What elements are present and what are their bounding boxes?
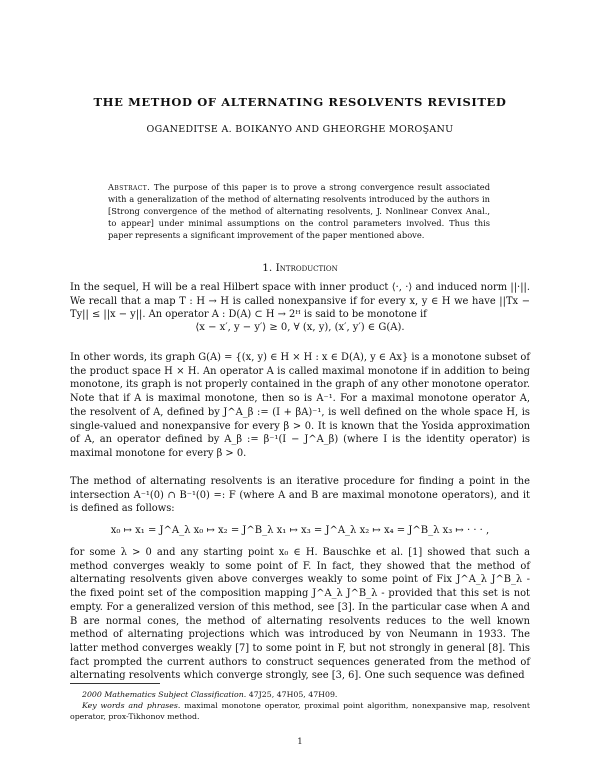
paper-title: THE METHOD OF ALTERNATING RESOLVENTS REVISITED [93, 95, 507, 109]
equation-1: ⟨x − x′, y − y′⟩ ≥ 0, ∀ (x, y), (x′, y′) ∈ G(A). [195, 322, 405, 333]
abstract-text: The purpose of this paper is to prove a strong convergence result associated with a generalization of the method of alternating resolvents introduced by the authors in [Strong convergence of the method of alternating resolvents, J. Nonlinear Convex Anal., to appear] under minimal assumptions on the control parameters involved. Thus this paper represents a significant improvement of the paper mentioned above. [108, 182, 491, 240]
footnote-rule [70, 683, 160, 684]
footnote-keywords-label: Key words and phrases. [82, 701, 181, 710]
paper-authors: OGANEDITSE A. BOIKANYO AND GHEORGHE MOROŞANU [146, 124, 454, 135]
abstract-label: Abstract. [108, 182, 151, 192]
footnotes [70, 689, 530, 722]
footnote-msc-text: 47J25, 47H05, 47H09. [248, 690, 338, 699]
paragraph-4: for some λ > 0 and any starting point x₀ ∈ H. Bauschke et al. [1] showed that such a method converges weakly to some point of F. In fact, they showed that the method of alternating resolvents given above converges weakly to some point of Fix J^A_λ J^B_λ - the fixed point set of the composition mapping J^A_λ J^B_λ - provided that this set is not empty. For a generalized version of this method, see [3]. In the particular case when A and B are normal cones, the method of alternating resolvents reduces to the well known method of alternating projections which was introduced by von Neumann in 1933. The latter method converges weakly [7] to some point in F, but not strongly in general [8]. This fact prompted the current authors to construct sequences generated from the method of alternating resolvents which converge strongly, see [3, 6]. One such sequence was defined [70, 547, 530, 682]
section-title: Introduction [275, 262, 338, 274]
page-number: 1 [297, 737, 303, 747]
section-number: 1. [262, 262, 273, 274]
footnote-keywords-text: maximal monotone operator, proximal point algorithm, nonexpansive map, resolvent operator, prox-Tikhonov method. [70, 701, 530, 721]
paragraph-3: The method of alternating resolvents is an iterative procedure for finding a point in the intersection A⁻¹(0) ∩ B⁻¹(0) =: F (where A and B are maximal monotone operators), and it is defined as follows: [70, 476, 530, 515]
footnote-keywords [70, 700, 530, 722]
equation-2: x₀ ↦ x₁ = J^A_λ x₀ ↦ x₂ = J^B_λ x₁ ↦ x₃ = J^A_λ x₂ ↦ x₄ = J^B_λ x₃ ↦ · · · , [110, 525, 490, 536]
footnote-msc [70, 689, 530, 700]
paragraph-2: In other words, its graph G(A) = {(x, y) ∈ H × H : x ∈ D(A), y ∈ Ax} is a monotone subset of the product space H × H. An operator A is called maximal monotone if in addition to being monotone, its graph is not properly contained in the graph of any other monotone operator. Note that if A is maximal monotone, then so is A⁻¹. For a maximal monotone operator A, the resolvent of A, defined by J^A_β := (I + βA)⁻¹, is well defined on the whole space H, is single-valued and nonexpansive for every β > 0. It is known that the Yosida approximation of A, an operator defined by A_β := β⁻¹(I − J^A_β) (where I is the identity operator) is maximal monotone for every β > 0. [70, 352, 531, 459]
section-heading [0, 262, 600, 274]
paragraph-1: In the sequel, H will be a real Hilbert space with inner product ⟨·, ·⟩ and induced norm ||·||. We recall that a map T : H → H is called nonexpansive if for every x, y ∈ H we have ||Tx − Ty|| ≤ ||x − y||. An operator A : D(A) ⊂ H → 2ᴴ is said to be monotone if [70, 282, 530, 321]
abstract [108, 181, 490, 241]
footnote-msc-label: 2000 Mathematics Subject Classification. [82, 690, 247, 699]
